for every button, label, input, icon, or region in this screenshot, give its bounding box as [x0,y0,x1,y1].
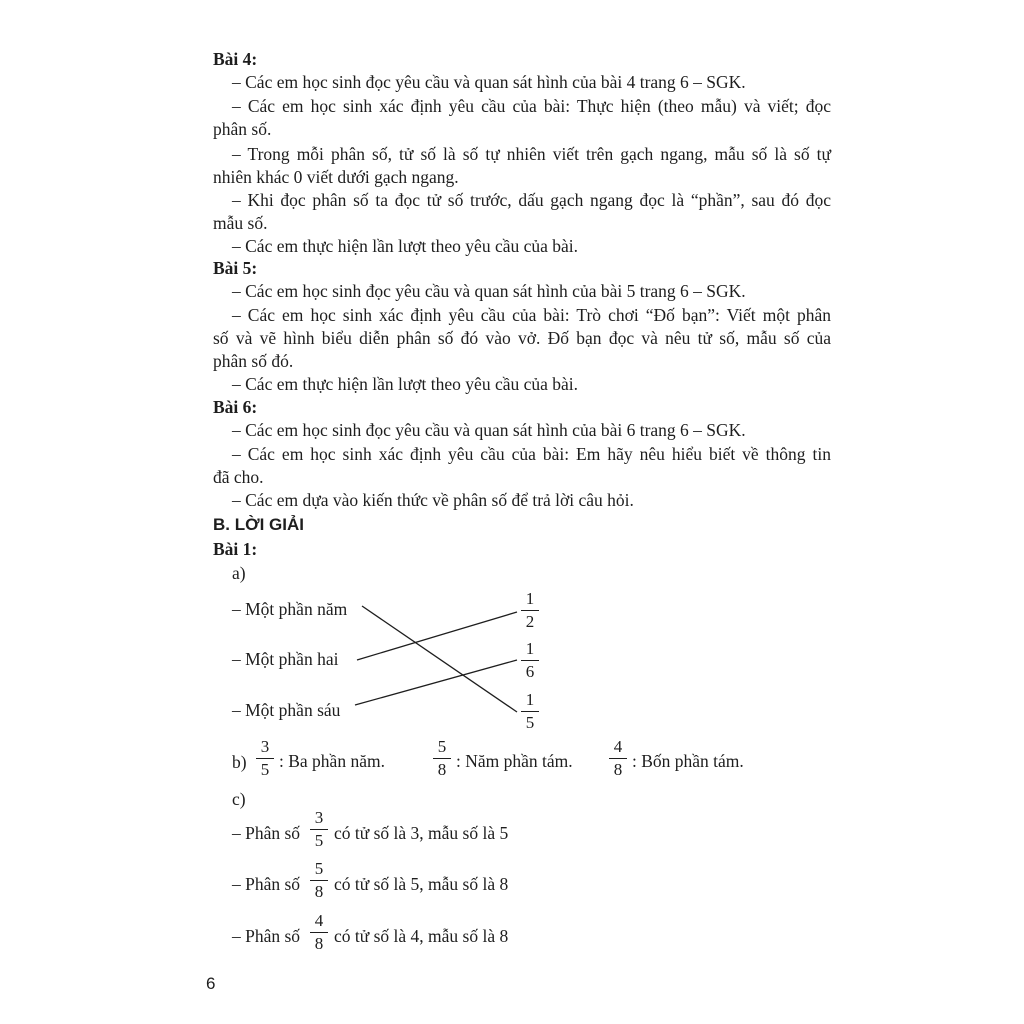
fraction [308,808,330,851]
c-item-prefix: – Phân số [232,926,301,946]
bai6-line2b: đã cho. [213,467,264,487]
fraction [308,911,330,954]
fraction-bar [310,880,328,881]
bai6-line2a: – Các em học sinh xác định yêu cầu của bài: Em hãy nêu hiểu biết về thông tin [232,444,831,464]
bai6-heading: Bài 6: [213,397,258,417]
bai4-line5: – Các em thực hiện lần lượt theo yêu cầu của bài. [232,236,579,256]
fraction [254,737,276,780]
fraction-denominator: 8 [314,934,324,953]
fraction-denominator: 8 [437,760,447,779]
page-number: 6 [206,974,216,993]
fraction-bar [310,829,328,830]
match-left-item: – Một phần hai [232,649,339,669]
bai4-line2b: phân số. [213,119,272,139]
c-item-text: có tử số là 3, mẫu số là 5 [334,823,509,843]
bai4-line4a: – Khi đọc phân số ta đọc tử số trước, dấu gạch ngang đọc là “phần”, sau đó đọc [232,190,831,210]
fraction-reading: : Bốn phần tám. [632,751,744,771]
fraction-bar [433,758,451,759]
c-item-text: có tử số là 4, mẫu số là 8 [334,926,509,946]
fraction-numerator: 1 [525,639,535,658]
fraction-denominator: 8 [613,760,623,779]
bai4-line2a: – Các em học sinh xác định yêu cầu của bài: Thực hiện (theo mẫu) và viết; đọc [232,96,831,116]
fraction-numerator: 5 [314,859,324,878]
bai5-line1: – Các em học sinh đọc yêu cầu và quan sát hình của bài 5 trang 6 – SGK. [232,281,746,301]
fraction-bar [609,758,627,759]
fraction-denominator: 2 [525,612,535,631]
fraction-denominator: 5 [314,831,324,850]
matching-line [355,660,517,705]
fraction-denominator: 6 [525,662,535,681]
fraction [308,859,330,902]
bai6-line1: – Các em học sinh đọc yêu cầu và quan sát hình của bài 6 trang 6 – SGK. [232,420,746,440]
match-left-item: – Một phần năm [232,599,348,619]
fraction-numerator: 5 [437,737,447,756]
bai5-line2a: – Các em học sinh xác định yêu cầu của bài: Trò chơi “Đố bạn”: Viết một phân [232,305,831,325]
fraction [607,737,629,780]
fraction-denominator: 5 [260,760,270,779]
fraction-bar [310,932,328,933]
fraction-numerator: 4 [314,911,324,930]
bai5-line2c: phân số đó. [213,351,294,371]
c-item-prefix: – Phân số [232,874,301,894]
bai5-line2b: số và vẽ hình biểu diễn phân số đó vào vở. Đố bạn đọc và nêu tử số, mẫu số của [213,328,831,348]
bai5-line3: – Các em thực hiện lần lượt theo yêu cầu của bài. [232,374,579,394]
c-item-prefix: – Phân số [232,823,301,843]
fraction-numerator: 1 [525,690,535,709]
bai6-line3: – Các em dựa vào kiến thức về phân số để trả lời câu hỏi. [232,490,634,510]
fraction-numerator: 3 [314,808,324,827]
c-item-text: có tử số là 5, mẫu số là 8 [334,874,509,894]
bai1-heading: Bài 1: [213,539,258,559]
fraction-bar [256,758,274,759]
fraction-denominator: 8 [314,882,324,901]
fraction-numerator: 3 [260,737,270,756]
bai4-heading: Bài 4: [213,49,258,69]
fraction-reading: : Ba phần năm. [279,751,385,771]
bai4-line3b: nhiên khác 0 viết dưới gạch ngang. [213,167,459,187]
section-b-title: B. LỜI GIẢI [213,515,305,534]
bai4-line4b: mẫu số. [213,213,268,233]
fraction-reading: : Năm phần tám. [456,751,573,771]
bai4-line1: – Các em học sinh đọc yêu cầu và quan sát hình của bài 4 trang 6 – SGK. [232,72,746,92]
fraction-numerator: 1 [525,589,535,608]
match-left-item: – Một phần sáu [232,700,341,720]
fraction [431,737,453,780]
part-c-label: c) [232,789,246,809]
part-a-label: a) [232,563,246,583]
part-b-label: b) [232,752,247,772]
fraction-denominator: 5 [525,713,535,732]
fraction-numerator: 4 [613,737,623,756]
bai5-heading: Bài 5: [213,258,258,278]
bai4-line3a: – Trong mỗi phân số, tử số là số tự nhiên viết trên gạch ngang, mẫu số là số tự [232,144,831,164]
